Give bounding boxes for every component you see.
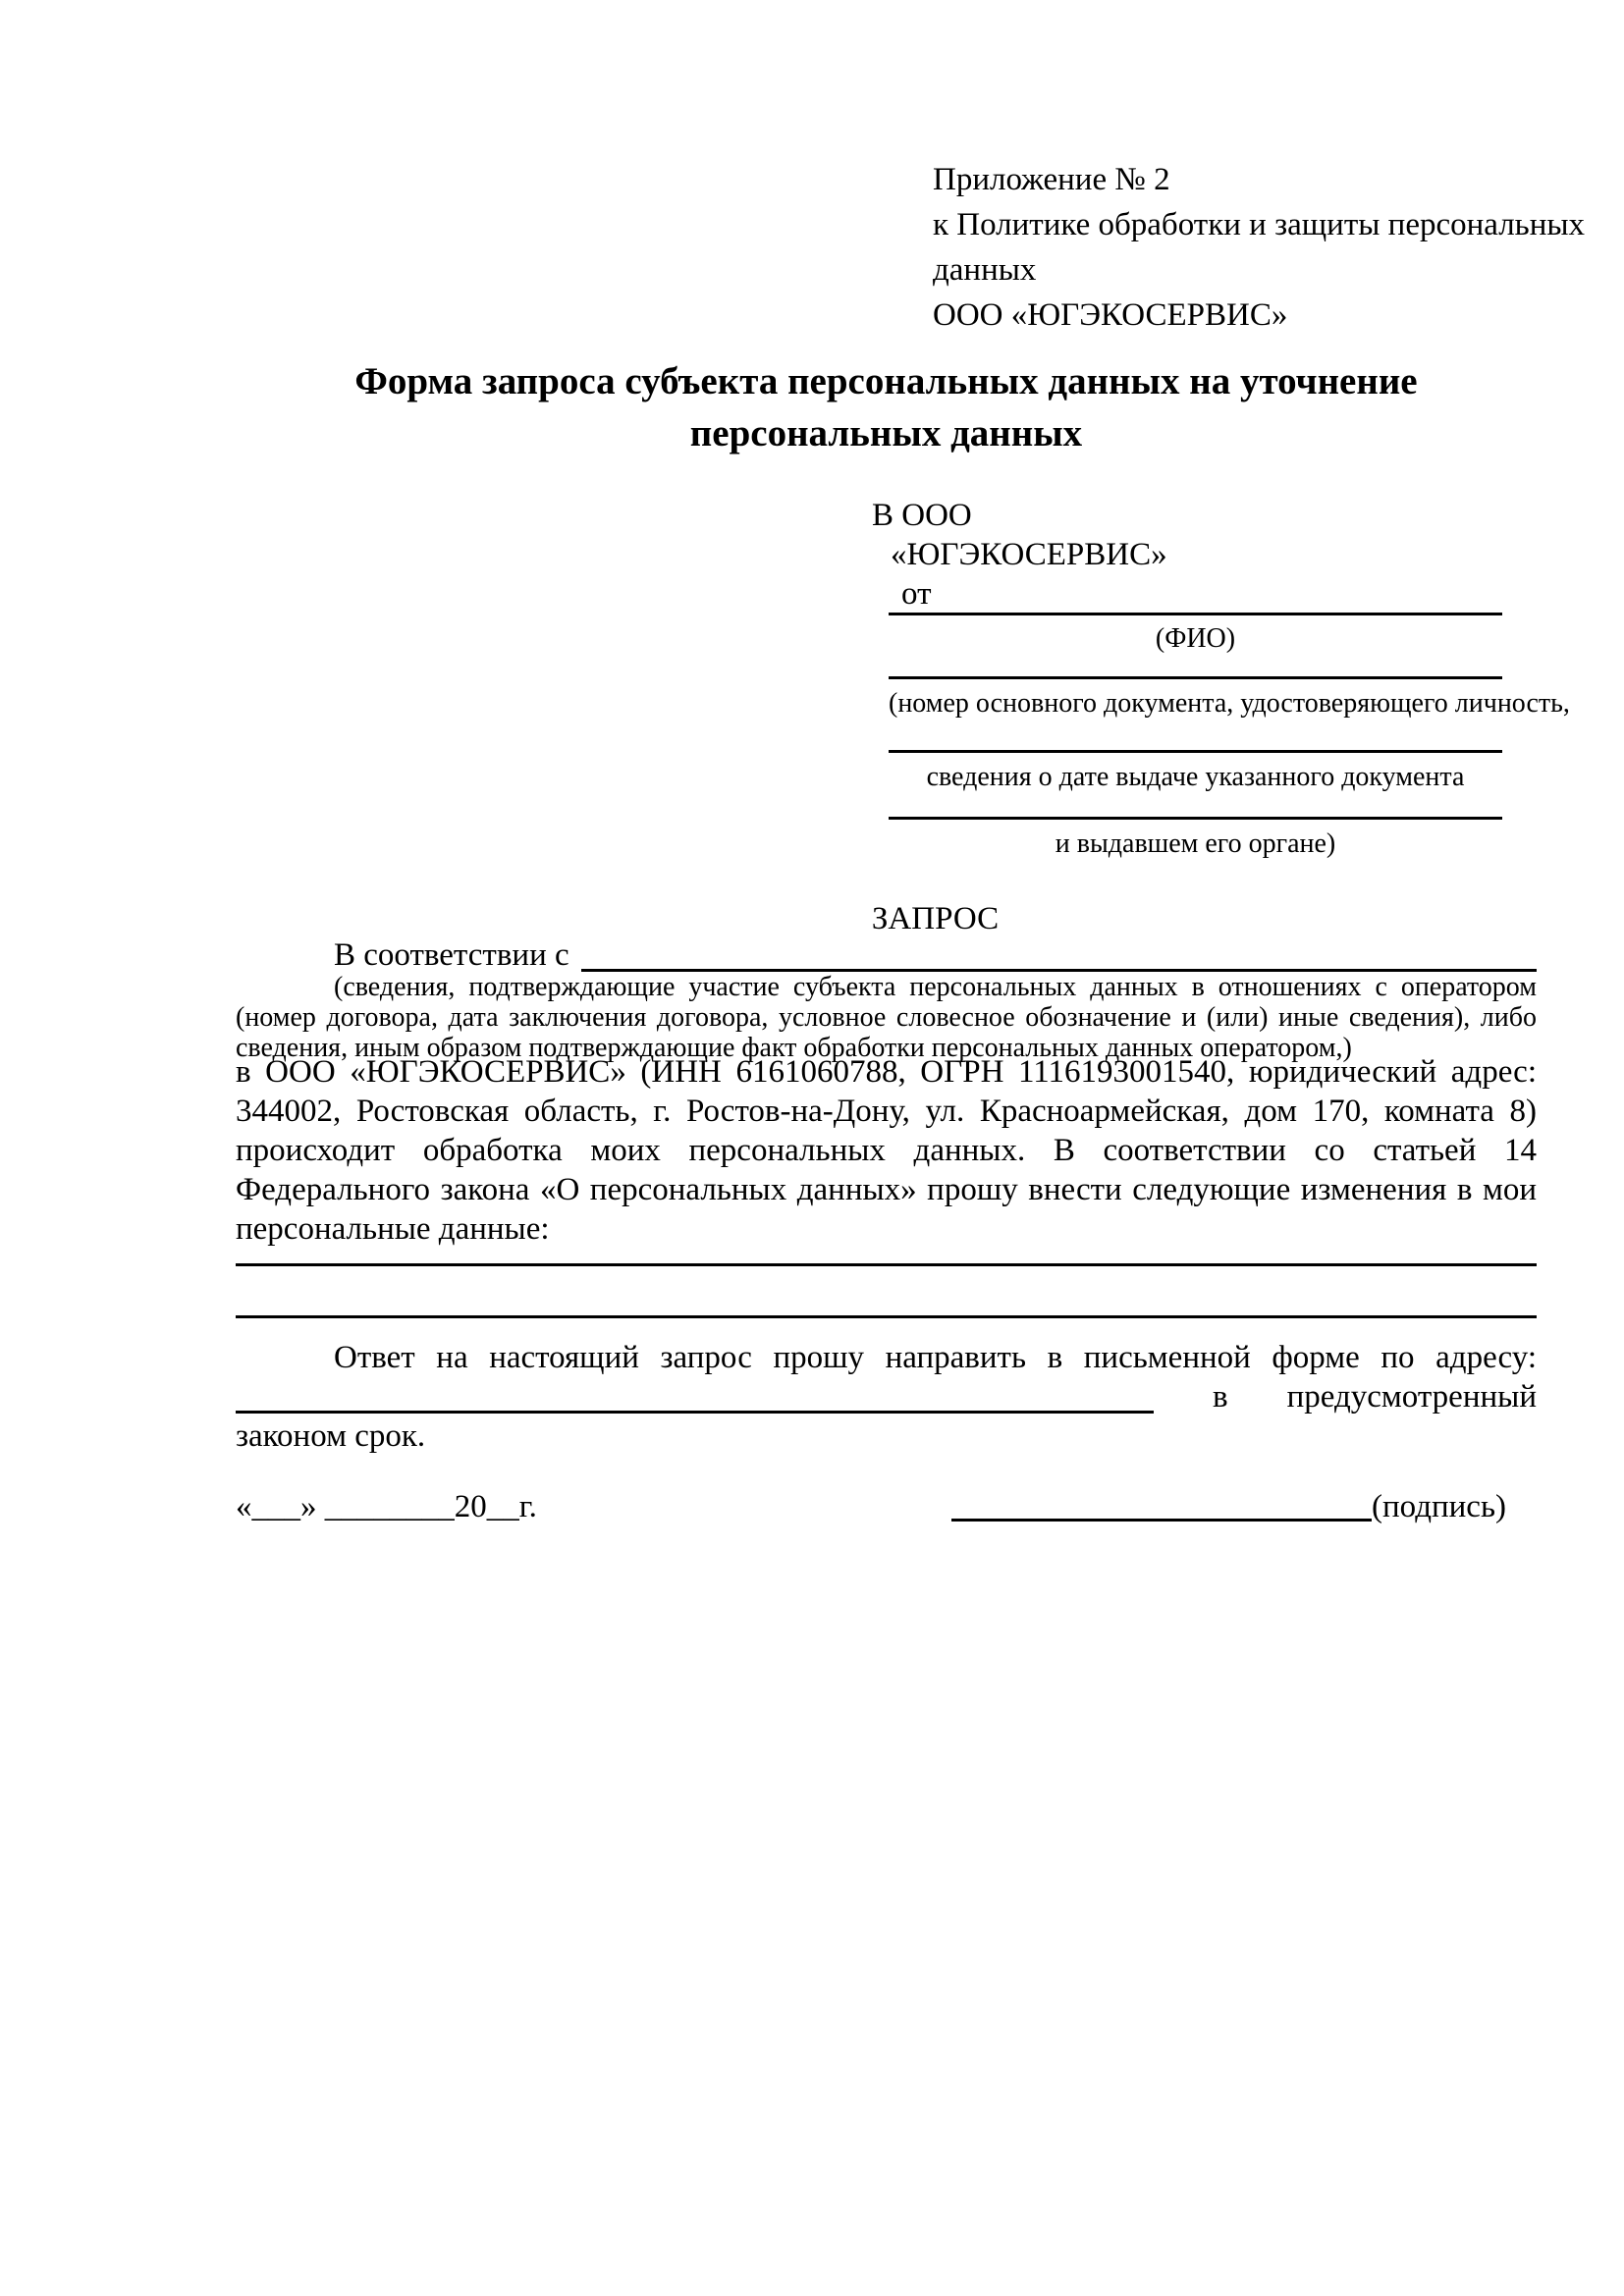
issuing-authority-input-line[interactable] bbox=[889, 817, 1502, 826]
appendix-line: данных bbox=[933, 252, 1037, 288]
date-fill-in[interactable]: «___» ________20__г. bbox=[236, 1489, 537, 1524]
reply-request-text: Ответ на настоящий запрос прошу направить в письменной форме по адресу: bbox=[334, 1340, 1537, 1375]
reply-word-1: в bbox=[1213, 1379, 1228, 1415]
fio-caption: (ФИО) bbox=[1155, 623, 1236, 654]
document-title-line-1: Форма запроса субъекта персональных данных на уточнение bbox=[354, 360, 1418, 402]
appendix-line: Приложение № 2 bbox=[933, 162, 1170, 197]
issuing-authority-caption: и выдавшем его органе) bbox=[1055, 828, 1336, 859]
issue-date-input-line[interactable] bbox=[889, 750, 1502, 759]
signature-group bbox=[951, 1484, 1506, 1529]
appendix-line: к Политике обработки и защиты персональных bbox=[933, 207, 1586, 242]
document-number-input-line[interactable] bbox=[889, 676, 1502, 685]
addressee-line-3: от bbox=[901, 576, 932, 612]
appendix-header bbox=[933, 157, 1591, 338]
signature-input-line[interactable] bbox=[951, 1499, 1372, 1522]
footnote-text: (сведения, подтверждающие участие субъекта персональных данных в отношениях с оператором (номер договора, дата заключения договора, условное словесное обозначение и (или) иные сведения), либо сведения, иным образом подтверждающие факт обработки персональных данных оператором,) bbox=[236, 972, 1537, 1063]
document-number-caption: (номер основного документа, удостоверяющего личность, bbox=[889, 688, 1570, 719]
footer-row bbox=[236, 1484, 1506, 1529]
intro-prefix: В соответствии с bbox=[334, 937, 569, 973]
changes-input-line-2[interactable] bbox=[236, 1315, 1537, 1324]
changes-input-line-1[interactable] bbox=[236, 1263, 1537, 1272]
request-body-text: в ООО «ЮГЭКОСЕРВИС» (ИНН 6161060788, ОГРН 1116193001540, юридический адрес: 344002, Ростовская область, г. Ростов-на-Дону, ул. Красноармейская, дом 170, комната 8) происходит обработка моих персональных данных. В соответствии со статьей 14 Федерального закона «О персональных данных» прошу внести следующие изменения в мои персональные данные: bbox=[236, 1054, 1537, 1247]
operator-relation-input-line[interactable] bbox=[581, 949, 1537, 972]
fio-input-line[interactable] bbox=[889, 613, 1502, 621]
reply-address-row bbox=[236, 1377, 1537, 1416]
reply-word-2: предусмотренный bbox=[1286, 1379, 1537, 1415]
document-title bbox=[236, 355, 1537, 459]
addressee-line-2: «ЮГЭКОСЕРВИС» bbox=[891, 537, 1167, 572]
request-heading: ЗАПРОС bbox=[871, 901, 1000, 936]
reply-address-input-line[interactable] bbox=[236, 1391, 1154, 1414]
issue-date-caption: сведения о дате выдаче указанного документа bbox=[926, 762, 1465, 792]
signature-caption: (подпись) bbox=[1372, 1489, 1506, 1524]
addressee-line-1: В ООО bbox=[872, 498, 972, 533]
intro-line bbox=[236, 935, 1537, 975]
reply-suffix-text: законом срок. bbox=[236, 1418, 426, 1454]
document-title-line-2: персональных данных bbox=[689, 412, 1083, 454]
appendix-line: ООО «ЮГЭКОСЕРВИС» bbox=[933, 297, 1288, 333]
addressee-block bbox=[872, 496, 1570, 888]
